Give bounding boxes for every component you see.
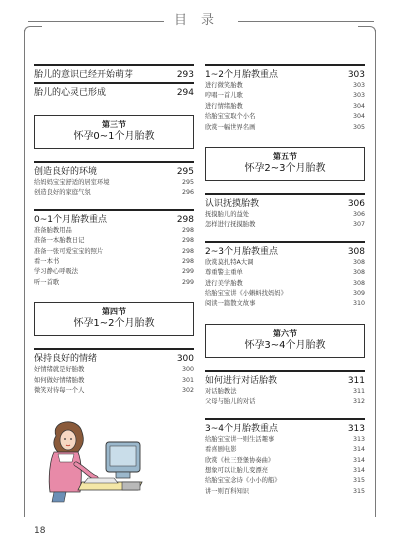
section-heading: 第五节: [273, 152, 297, 162]
toc-group: [34, 64, 194, 81]
toc-subentry[interactable]: 给胎宝宝讲《小蝌蚪找妈妈》 309: [205, 290, 365, 298]
toc-group: [34, 348, 194, 396]
toc-group: [34, 209, 194, 288]
toc-subentry[interactable]: 欣赏莫扎特A大调 308: [205, 258, 365, 266]
toc-entry[interactable]: 1~2个月胎教重点 303: [205, 70, 365, 80]
section-box: [205, 324, 365, 358]
toc-subentry[interactable]: 准备一张可爱宝宝的照片 298: [34, 247, 194, 255]
toc-subentry[interactable]: 创造良好的家庭气氛 296: [34, 189, 194, 197]
toc-subentry[interactable]: 父母与胎儿的对话 312: [205, 398, 365, 406]
section-title: 怀孕3~4个月胎教: [244, 339, 326, 351]
toc-group: [205, 370, 365, 408]
toc-header: [28, 12, 374, 30]
frame-left-rule: [24, 30, 25, 517]
toc-right-column: [205, 64, 365, 497]
toc-entry[interactable]: 0~1个月胎教重点 298: [34, 214, 194, 225]
toc-entry[interactable]: 胎儿的心灵已形成 294: [34, 88, 194, 98]
frame-corner-right: [358, 26, 376, 44]
section-title: 怀孕0~1个月胎教: [73, 131, 155, 142]
toc-entry[interactable]: 胎儿的意识已经开始萌芽 293: [34, 70, 194, 80]
woman-at-computer-illustration: [36, 418, 146, 504]
toc-subentry[interactable]: 准备胎教用品 298: [34, 226, 194, 234]
toc-entry[interactable]: 2~3个月胎教重点 308: [205, 246, 365, 257]
section-title: 怀孕2~3个月胎教: [244, 163, 326, 175]
section-box: [34, 115, 194, 149]
page-number: 18: [34, 526, 46, 536]
toc-entry[interactable]: 创造良好的环境 295: [34, 167, 194, 177]
toc-subentry[interactable]: 进行情绪胎教 304: [205, 102, 365, 110]
toc-subentry[interactable]: 怎样进行抚摸胎教 307: [205, 221, 365, 229]
toc-subentry[interactable]: 讲一则百科知识 315: [205, 487, 365, 495]
toc-subentry[interactable]: 学习静心呼吸法 299: [34, 268, 194, 276]
page-title: 目录: [164, 12, 238, 30]
section-heading: 第四节: [102, 307, 126, 317]
toc-group: [205, 64, 365, 133]
toc-subentry[interactable]: 欣赏《杜三登堡协奏曲》 314: [205, 456, 365, 464]
toc-subentry[interactable]: 想象可以让胎儿变漂亮 314: [205, 466, 365, 474]
toc-subentry[interactable]: 如何做好情绪胎教 301: [34, 376, 194, 384]
toc-group: [205, 193, 365, 231]
toc-group: [205, 418, 365, 497]
section-heading: 第六节: [273, 328, 297, 338]
toc-subentry[interactable]: 好情绪就是好胎教 300: [34, 366, 194, 374]
frame-right-rule: [375, 30, 376, 517]
toc-subentry[interactable]: 给胎宝宝念诗《小小的船》 315: [205, 477, 365, 485]
toc-subentry[interactable]: 给胎宝宝取个小名 304: [205, 113, 365, 121]
toc-subentry[interactable]: 准备一本胎教日记 298: [34, 237, 194, 245]
toc-subentry[interactable]: 进行美学胎教 308: [205, 279, 365, 287]
toc-subentry[interactable]: 听一首歌 299: [34, 278, 194, 286]
toc-left-column: [34, 64, 194, 396]
section-title: 怀孕1~2个月胎教: [73, 318, 155, 330]
toc-subentry[interactable]: 微笑对待每一个人 302: [34, 387, 194, 395]
toc-group: [34, 82, 194, 99]
toc-subentry[interactable]: 欣赏一幅世界名画 305: [205, 123, 365, 131]
toc-entry[interactable]: 认识抚摸胎教 306: [205, 199, 365, 210]
toc-entry[interactable]: 如何进行对话胎教 311: [205, 375, 365, 386]
section-heading: 第三节: [102, 120, 126, 129]
frame-corner-left: [24, 26, 42, 44]
toc-subentry[interactable]: 给妈妈宝宝舒适的居室环境 295: [34, 179, 194, 186]
toc-group: [34, 161, 194, 199]
section-box: [205, 147, 365, 181]
toc-subentry[interactable]: 对话胎教法 311: [205, 387, 365, 395]
toc-subentry[interactable]: 进行微笑胎教 303: [205, 82, 365, 89]
toc-group: [205, 241, 365, 310]
toc-subentry[interactable]: 看一本书 298: [34, 258, 194, 266]
toc-subentry[interactable]: 阅读一篇散文故事 310: [205, 300, 365, 308]
toc-subentry[interactable]: 给胎宝宝讲一则生活趣事 313: [205, 435, 365, 443]
toc-subentry[interactable]: 抚摸胎儿的益处 306: [205, 211, 365, 219]
toc-subentry[interactable]: 哼唱一首儿歌 303: [205, 92, 365, 100]
toc-entry[interactable]: 保持良好的情绪 300: [34, 354, 194, 365]
toc-entry[interactable]: 3~4个月胎教重点 313: [205, 423, 365, 434]
toc-subentry[interactable]: 尊重警主重单 308: [205, 269, 365, 277]
toc-subentry[interactable]: 看喜剧电影 314: [205, 446, 365, 454]
section-box: [34, 302, 194, 336]
